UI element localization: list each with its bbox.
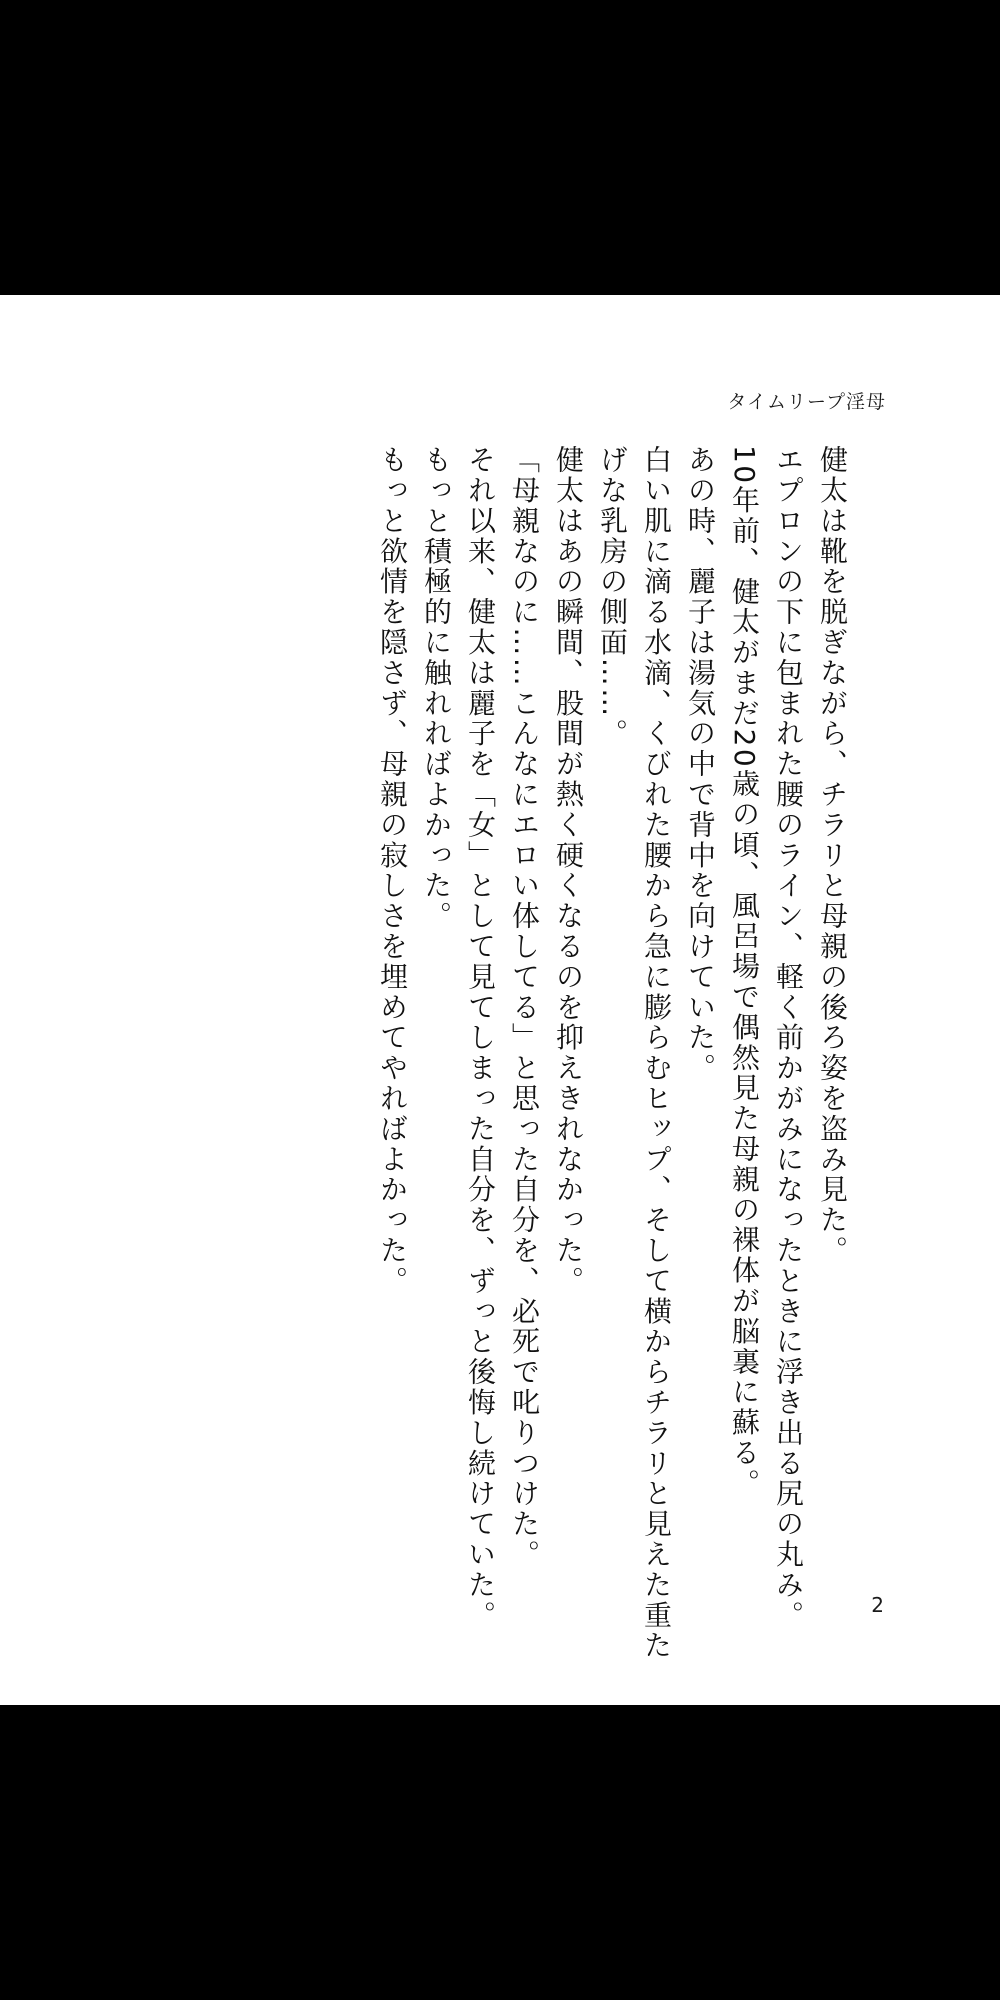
book-page[interactable] xyxy=(0,295,1000,1705)
text-line: げな乳房の側面……。 xyxy=(596,445,629,749)
page-number: 2 xyxy=(871,1593,884,1617)
top-letterbox xyxy=(0,0,1000,295)
text-line: エプロンの下に包まれた腰のライン、軽く前かがみになったときに浮き出る尻の丸み。 xyxy=(772,445,805,1631)
text-line: それ以来、健太は麗子を「女」として見てしまった自分を、ずっと後悔し続けていた。 xyxy=(464,445,497,1631)
text-line: もっと積極的に触れればよかった。 xyxy=(420,445,453,932)
running-header-title: タイムリープ淫母 xyxy=(727,391,886,413)
text-line: もっと欲情を隠さず、母親の寂しさを埋めてやればよかった。 xyxy=(376,445,409,1297)
text-line: 白い肌に滴る水滴、くびれた腰から急に膨らむヒップ、そして横からチラリと見えた重た xyxy=(640,445,673,1661)
text-line: 10年前、健太がまだ20歳の頃、風呂場で偶然見た母親の裸体が脳裏に蘇る。 xyxy=(728,445,761,1499)
text-line: 「母親なのに……こんなにエロい体してる」と思った自分を、必死で叱りつけた。 xyxy=(508,445,541,1570)
vertical-text-body xyxy=(370,445,854,1661)
text-line: 健太は靴を脱ぎながら、チラリと母親の後ろ姿を盗み見た。 xyxy=(816,445,849,1266)
bottom-letterbox xyxy=(0,1705,1000,2000)
text-line: あの時、麗子は湯気の中で背中を向けていた。 xyxy=(684,445,717,1084)
text-line: 健太はあの瞬間、股間が熱く硬くなるのを抑えきれなかった。 xyxy=(552,445,585,1297)
